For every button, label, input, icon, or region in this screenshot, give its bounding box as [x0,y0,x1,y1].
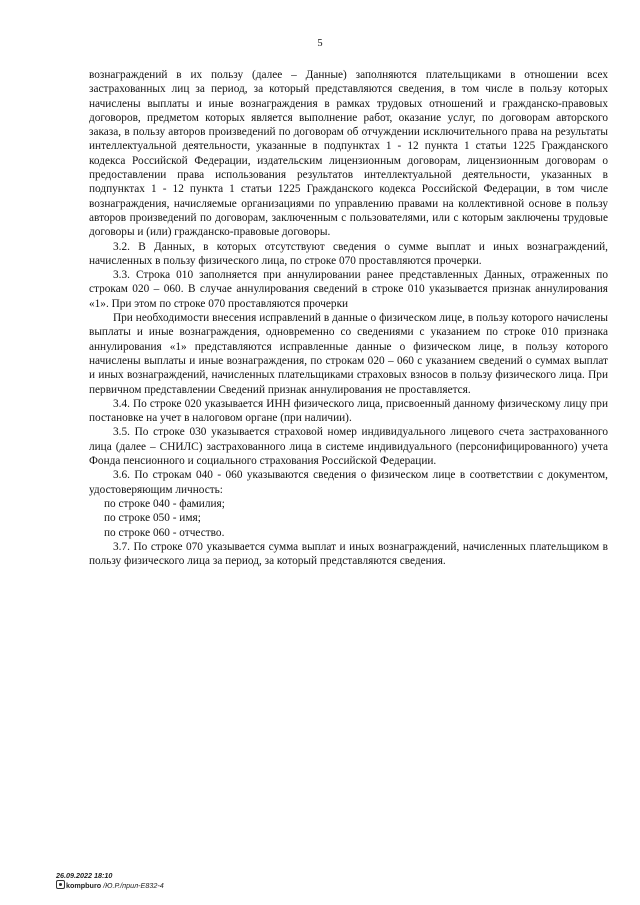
footer-timestamp: 26.09.2022 18:10 [56,871,113,880]
footer-source [56,880,164,890]
footer-stamp [56,871,164,890]
list-item-line-040: по строке 040 - фамилия; [104,497,225,510]
list-item-line-060: по строке 060 - отчество. [104,526,225,539]
paragraph-3-2: 3.2. В Данных, в которых отсутствуют сведения о сумме выплат и иных вознаграждений, начисленных в пользу физического лица, по строке 070 проставляются прочерки. [89,240,608,267]
document-body [89,68,608,568]
paragraph-3-7: 3.7. По строке 070 указывается сумма выплат и иных вознаграждений, начисленных плательщиком в пользу физического лица за период, за который представляются сведения. [89,540,608,568]
list-item-line-050: по строке 050 - имя; [104,512,201,525]
kompburo-logo-icon [56,880,65,889]
footer-doc-id: /Ю.Р./прил-Е832-4 [103,881,164,890]
paragraph-intro-continuation: вознаграждений в их пользу (далее – Данные) заполняются плательщиками в отношении всех застрахованных лиц за период, за который представляются сведения, в том числе в пользу которых начислены выплаты и иные вознаграждения в рамках трудовых отношений и гражданско-правовых договоров, предметом которых является выполнение работ, оказание услуг, по договорам авторского заказа, в пользу авторов произведений по договорам об отчуждении исключительного права на результаты интеллектуальной деятельности, указанные в подпунктах 1 - 12 пункта 1 статьи 1225 Гражданского кодекса Российской Федерации, издательским лицензионным договорам, лицензионным договорам о предоставлении права использования результатов интеллектуальной деятельности, указанных в подпунктах 1 - 12 пункта 1 статьи 1225 Гражданского кодекса Российской Федерации, в том числе вознаграждения, начисляемые организациями по управлению правами на коллективной основе в пользу авторов произведений по договорам, заключенным с пользователями, или с которым заключены трудовые договоры и (или) гражданско-правовые договоры. [89,69,608,239]
paragraph-3-3: 3.3. Строка 010 заполняется при аннулировании ранее представленных Данных, отраженных по строкам 020 – 060. В случае аннулирования сведений в строке 010 указывается признак аннулирования «1». При этом по строке 070 проставляются прочерки [89,269,608,310]
paragraph-corrections: При необходимости внесения исправлений в данные о физическом лице, в пользу которого начислены выплаты и иные вознаграждения, одновременно со сведениями с указанием по строке 010 признака аннулирования «1» представляются исправленные данные о физическом лице, в пользу которого начислены выплаты и иные вознаграждения, по строкам 020 – 060 с указанием сведений о суммах выплат и иных вознаграждений, начисленных плательщиками страховых взносов в пользу физического лица. При первичном представлении Сведений признак аннулирования не проставляется. [89,312,608,396]
paragraph-3-5: 3.5. По строке 030 указывается страховой номер индивидуального лицевого счета застрахованного лица (далее – СНИЛС) застрахованного лица в системе индивидуального (персонифицированного) учета Фонда пенсионного и социального страхования Российской Федерации. [89,426,608,468]
paragraph-3-6: 3.6. По строкам 040 - 060 указываются сведения о физическом лице в соответствии с документом, удостоверяющим личность: [89,469,608,496]
page-number: 5 [317,38,323,49]
paragraph-3-4: 3.4. По строке 020 указывается ИНН физического лица, присвоенный данному физическому лицу при постановке на учет в налоговом органе (при наличии). [89,397,608,425]
footer-brand: kompburo [66,881,102,890]
